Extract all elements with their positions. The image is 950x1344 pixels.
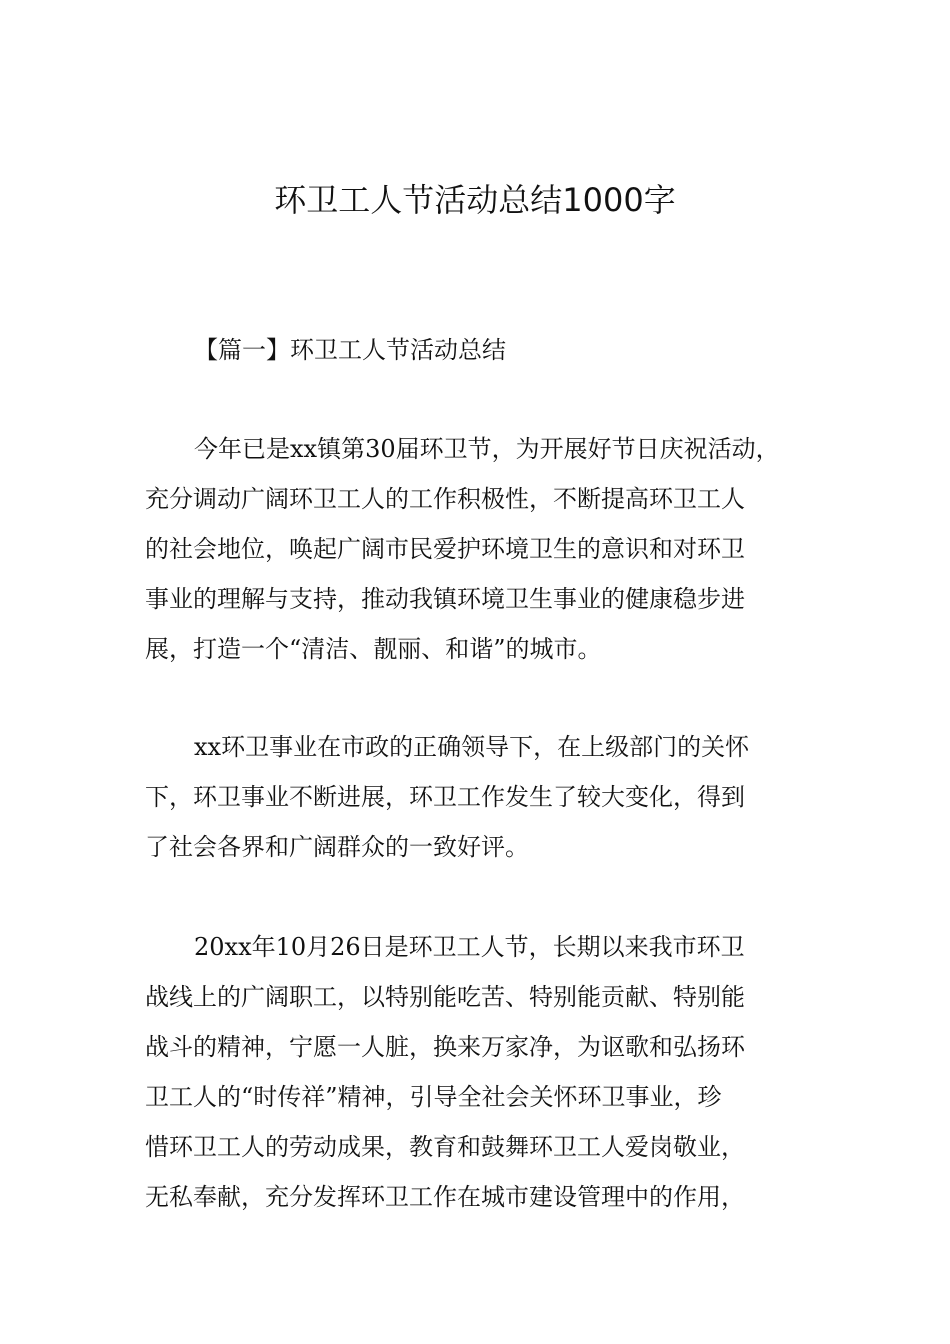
paragraph-line: 下，环卫事业不断进展，环卫工作发生了较大变化，得到 [145, 783, 745, 811]
paragraph-line: 的社会地位，唤起广阔市民爱护环境卫生的意识和对环卫 [145, 535, 745, 563]
paragraph-line: 事业的理解与支持，推动我镇环境卫生事业的健康稳步进 [145, 585, 745, 613]
paragraph-line: 战线上的广阔职工，以特别能吃苦、特别能贡献、特别能 [145, 983, 745, 1011]
paragraph-line: 无私奉献，充分发挥环卫工作在城市建设管理中的作用， [145, 1183, 745, 1211]
document-title: 环卫工人节活动总结1000字 [274, 181, 676, 219]
paragraph-line: 战斗的精神，宁愿一人脏，换来万家净，为讴歌和弘扬环 [145, 1033, 745, 1061]
paragraph-line: xx环卫事业在市政的正确领导下，在上级部门的关怀 [194, 733, 750, 761]
paragraph-line: 20xx年10月26日是环卫工人节，长期以来我市环卫 [194, 933, 745, 961]
paragraph-2 [145, 722, 835, 872]
paragraph-1 [145, 424, 835, 674]
paragraph-line: 今年已是xx镇第30届环卫节，为开展好节日庆祝活动， [194, 435, 780, 463]
paragraph-3 [145, 922, 835, 1222]
section-heading: 【篇一】环卫工人节活动总结 [194, 336, 506, 364]
paragraph-line: 惜环卫工人的劳动成果，教育和鼓舞环卫工人爱岗敬业， [145, 1133, 745, 1161]
paragraph-line: 了社会各界和广阔群众的一致好评。 [145, 833, 529, 861]
paragraph-line: 充分调动广阔环卫工人的工作积极性，不断提高环卫工人 [145, 485, 745, 513]
paragraph-line: 卫工人的“时传祥”精神，引导全社会关怀环卫事业，珍 [145, 1083, 722, 1111]
paragraph-line: 展，打造一个“清洁、靓丽、和谐”的城市。 [145, 635, 602, 663]
